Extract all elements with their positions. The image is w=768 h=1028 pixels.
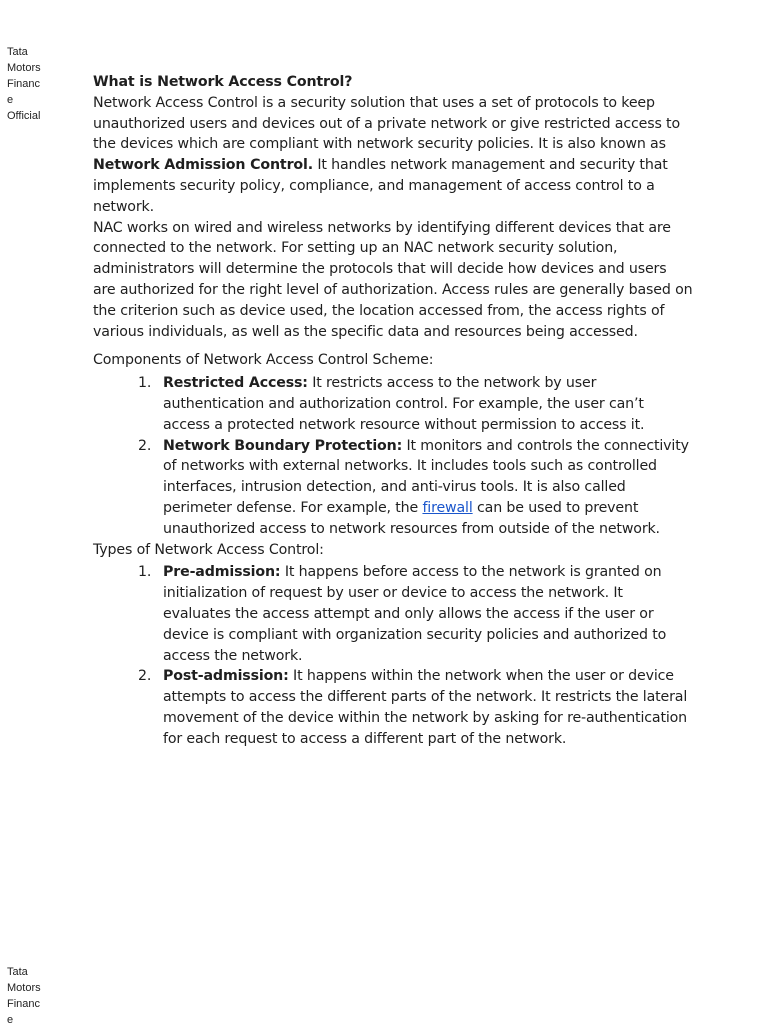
list-text: It restricts access to the network by user authentication and authorization control. For example, the user can’t access a protected network resource without permission to access it. [163,375,645,433]
watermark-top [7,44,49,124]
intro-text: Network Access Control is a security solution that uses a set of protocols to keep unauthorized users and devices out of a private network or give restricted access to the devices which are compliant with network security policies. It is also known as [93,94,681,153]
intro-bold-term: Network Admission Control. [93,157,313,174]
article-body [93,72,693,750]
list-term: Restricted Access: [163,375,308,392]
list-number: 2. [138,437,152,454]
list-number: 2. [138,668,152,685]
list-item [93,562,693,666]
list-text: It happens before access to the network is granted on initialization of request by user or device to access the network. It evaluates the access attempt and only allows the access if the user or device is compliant with organization security policies and authorized to access the network. [163,564,667,664]
watermark-line: Motors [7,62,41,74]
components-label: Components of Network Access Control Scheme: [93,352,434,369]
nac-paragraph: NAC works on wired and wireless networks by identifying different devices that are connected to the network. For setting up an NAC network security solution, administrators will determine the protocols that will decide how devices and users are authorized for the right level of authorization. Access rules are generally based on the criterion such as device used, the location accessed from, the access rights of various individuals, as well as the specific data and resources being accessed. [93,219,693,340]
list-term: Post-admission: [163,668,289,685]
firewall-link[interactable]: firewall [422,499,473,516]
watermark-line: e [7,94,14,106]
watermark-line: e [7,1014,14,1026]
list-term: Pre-admission: [163,564,281,581]
list-number: 1. [138,564,152,581]
watermark-line: Tata [7,966,28,978]
article-heading: What is Network Access Control? [93,74,353,90]
list-text-end: can be used to prevent unauthorized access to network resources from outside of the network. [163,499,660,537]
list-item [93,436,693,540]
watermark-line: Official [7,110,41,122]
list-item [93,373,693,435]
intro-paragraph [93,93,693,218]
watermark-line: Tata [7,46,28,58]
list-term: Network Boundary Protection: [163,437,403,454]
components-list [93,373,693,539]
list-text: It happens within the network when the user or device attempts to access the different parts of the network. It restricts the lateral movement of the device within the network by asking for re-authentication for each request to access a different part of the network. [163,668,688,747]
intro-text-end: It handles network management and security that implements security policy, compliance, and management of access control to a network. [93,157,668,215]
watermark-line: Motors [7,982,41,994]
list-item [93,666,693,749]
list-number: 1. [138,375,152,392]
watermark-line: Financ [7,998,41,1010]
watermark-line: Financ [7,78,41,90]
watermark-bottom [7,964,49,1028]
types-label: Types of Network Access Control: [93,541,324,558]
list-text: It monitors and controls the connectivity of networks with external networks. It includes tools such as controlled interfaces, intrusion detection, and anti-virus tools. It is also called perimeter defense. For example, the [163,437,689,516]
types-list [93,562,693,749]
